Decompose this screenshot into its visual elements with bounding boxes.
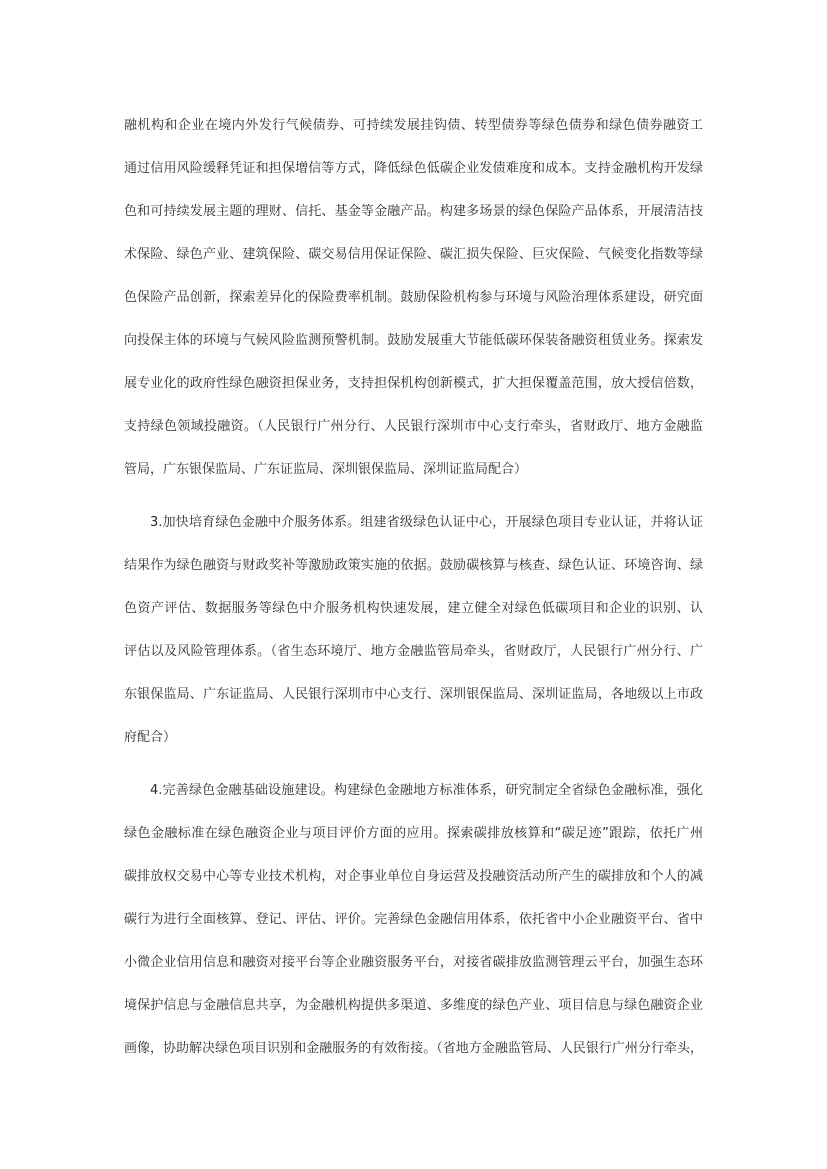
text-line: 术保险、绿色产业、建筑保险、碳交易信用保证保险、碳汇损失保险、巨灾保险、气候变化指数等绿 xyxy=(124,247,703,262)
text-line: 结果作为绿色融资与财政奖补等激励政策实施的依据。鼓励碳核算与核查、绿色认证、环境咨询、绿 xyxy=(124,558,703,573)
text-line: 色保险产品创新，探索差异化的保险费率机制。鼓励保险机构参与环境与风险治理体系建设，研究面 xyxy=(124,290,703,305)
paragraph-green-insurance-financing xyxy=(124,104,703,491)
text-line: 管局，广东银保监局、广东证监局、深圳银保监局、深圳证监局配合） xyxy=(124,462,528,477)
text-line: 小微企业信用信息和融资对接平台等企业融资服务平台，对接省碳排放监测管理云平台，加强生态环 xyxy=(124,955,703,970)
text-line: 展专业化的政府性绿色融资担保业务，支持担保机构创新模式，扩大担保覆盖范围，放大授信倍数， xyxy=(124,376,703,391)
text-line: 3.加快培育绿色金融中介服务体系。组建省级绿色认证中心，开展绿色项目专业认证，并将认证 xyxy=(150,515,703,530)
paragraph-intermediary-services xyxy=(124,501,703,759)
text-line: 色和可持续发展主题的理财、信托、基金等金融产品。构建多场景的绿色保险产品体系，开展清洁技 xyxy=(124,204,703,219)
text-line: 通过信用风险缓释凭证和担保增信等方式，降低绿色低碳企业发债难度和成本。支持金融机构开发绿 xyxy=(124,161,703,176)
paragraph-infrastructure xyxy=(124,769,703,1070)
text-line: 绿色金融标准在绿色融资企业与项目评价方面的应用。探索碳排放核算和“碳足迹”跟踪，依托广州 xyxy=(124,826,703,841)
text-line: 向投保主体的环境与气候风险监测预警机制。鼓励发展重大节能低碳环保装备融资租赁业务。探索发 xyxy=(124,333,703,348)
text-line: 东银保监局、广东证监局、人民银行深圳市中心支行、深圳银保监局、深圳证监局，各地级以上市政 xyxy=(124,687,703,702)
text-line: 支持绿色领域投融资。（人民银行广州分行、人民银行深圳市中心支行牵头，省财政厅、地方金融监 xyxy=(124,419,703,434)
text-line: 府配合） xyxy=(124,730,177,745)
text-line: 画像，协助解决绿色项目识别和金融服务的有效衔接。（省地方金融监管局、人民银行广州分行牵头， xyxy=(124,1041,703,1056)
text-line: 碳排放权交易中心等专业技术机构，对企事业单位自身运营及投融资活动所产生的碳排放和个人的减 xyxy=(124,869,703,884)
text-line: 融机构和企业在境内外发行气候债券、可持续发展挂钩债、转型债券等绿色债券和绿色债券融资工 xyxy=(124,118,703,133)
text-line: 评估以及风险管理体系。（省生态环境厅、地方金融监管局牵头，省财政厅，人民银行广州分行、广 xyxy=(124,644,703,659)
document-body xyxy=(124,104,703,1070)
text-line: 4.完善绿色金融基础设施建设。构建绿色金融地方标准体系，研究制定全省绿色金融标准，强化 xyxy=(150,783,703,798)
text-line: 色资产评估、数据服务等绿色中介服务机构快速发展，建立健全对绿色低碳项目和企业的识别、认 xyxy=(124,601,703,616)
text-line: 境保护信息与金融信息共享，为金融机构提供多渠道、多维度的绿色产业、项目信息与绿色融资企业 xyxy=(124,998,703,1013)
text-line: 碳行为进行全面核算、登记、评估、评价。完善绿色金融信用体系，依托省中小企业融资平台、省中 xyxy=(124,912,703,927)
